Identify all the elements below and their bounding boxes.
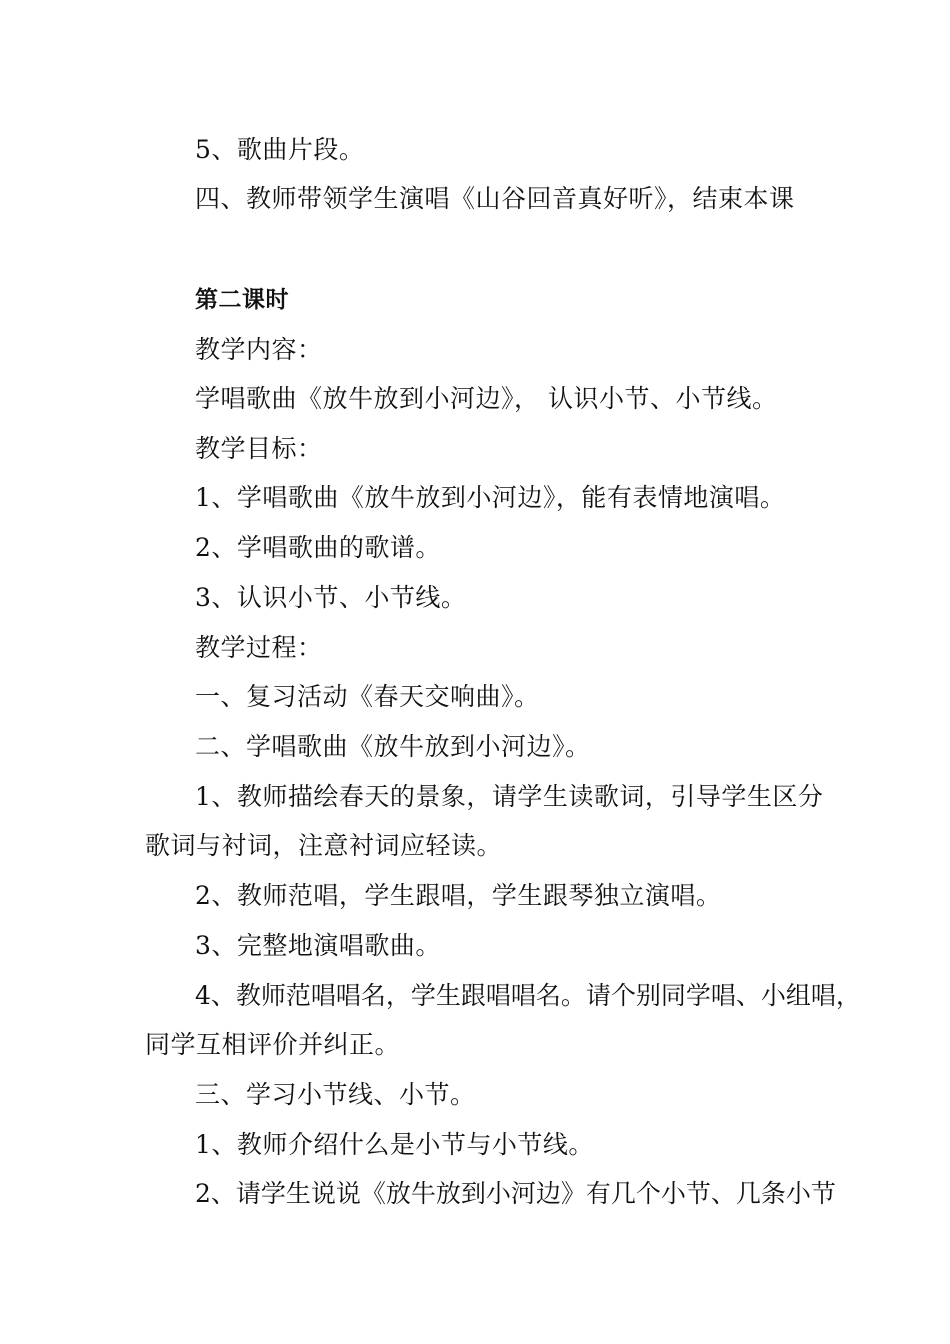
text-line: 教学内容： xyxy=(195,335,323,364)
text-line: 一、复习活动《春天交响曲》。 xyxy=(195,682,540,711)
text-line: 教学过程： xyxy=(195,633,323,662)
text-line: 2、学唱歌曲的歌谱。 xyxy=(195,533,441,562)
text-line: 二、学唱歌曲《放牛放到小河边》。 xyxy=(195,732,591,761)
text-line: 4、教师范唱唱名，学生跟唱唱名。请个别同学唱、小组唱， xyxy=(195,981,861,1010)
text-line: 学唱歌曲《放牛放到小河边》， 认识小节、小节线。 xyxy=(195,384,778,413)
text-line: 2、教师范唱，学生跟唱，学生跟琴独立演唱。 xyxy=(195,881,722,910)
text-line: 同学互相评价并纠正。 xyxy=(145,1030,401,1059)
text-line: 2、请学生说说《放牛放到小河边》有几个小节、几条小节 xyxy=(195,1179,836,1208)
text-line: 教学目标： xyxy=(195,434,323,463)
text-line: 3、认识小节、小节线。 xyxy=(195,583,467,612)
text-line: 1、学唱歌曲《放牛放到小河边》，能有表情地演唱。 xyxy=(195,483,786,512)
text-line: 三、学习小节线、小节。 xyxy=(195,1080,476,1109)
text-line: 四、教师带领学生演唱《山谷回音真好听》，结束本课 xyxy=(195,184,795,213)
section-heading: 第二课时 xyxy=(195,287,289,313)
text-line: 5、歌曲片段。 xyxy=(195,135,365,164)
text-line: 1、教师介绍什么是小节与小节线。 xyxy=(195,1130,594,1159)
text-line: 1、教师描绘春天的景象，请学生读歌词，引导学生区分 xyxy=(195,782,824,811)
text-line: 3、完整地演唱歌曲。 xyxy=(195,931,441,960)
text-line: 歌词与衬词，注意衬词应轻读。 xyxy=(145,831,503,860)
